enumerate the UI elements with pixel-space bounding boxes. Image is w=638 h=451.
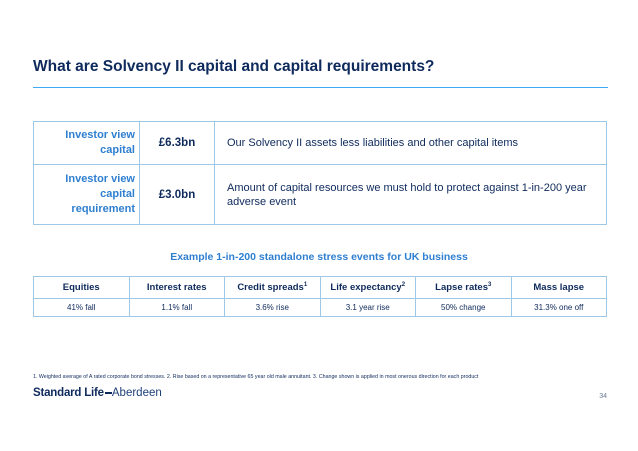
title-divider bbox=[33, 87, 608, 88]
stress-value-row bbox=[34, 299, 607, 317]
stress-header-row bbox=[34, 277, 607, 299]
capital-row-label: Investor view capital bbox=[34, 122, 140, 165]
header-text: Life expectancy bbox=[330, 282, 402, 294]
header-text: Equities bbox=[62, 282, 100, 294]
logo-mark-icon bbox=[105, 392, 112, 394]
header-footnote-ref: 3 bbox=[487, 281, 492, 288]
stress-header-cell bbox=[511, 277, 607, 299]
capital-row-value: £3.0bn bbox=[140, 165, 215, 225]
capital-table bbox=[33, 121, 607, 225]
header-text: Credit spreads bbox=[237, 282, 304, 294]
stress-events-heading: Example 1-in-200 standalone stress events for UK business bbox=[170, 251, 468, 263]
stress-value-cell: 1.1% fall bbox=[129, 299, 225, 317]
header-footnote-ref: 1 bbox=[303, 281, 308, 288]
stress-value-cell: 50% change bbox=[416, 299, 512, 317]
capital-row-description: Our Solvency II assets less liabilities and other capital items bbox=[215, 122, 607, 165]
stress-header-cell bbox=[225, 277, 321, 299]
header-text: Lapse rates bbox=[435, 282, 488, 294]
stress-header-cell bbox=[34, 277, 130, 299]
capital-row-value: £6.3bn bbox=[140, 122, 215, 165]
stress-header-cell bbox=[416, 277, 512, 299]
stress-value-cell: 3.1 year rise bbox=[320, 299, 416, 317]
stress-events-table bbox=[33, 276, 607, 317]
page-title: What are Solvency II capital and capital requirements? bbox=[33, 58, 435, 75]
stress-header-cell bbox=[129, 277, 225, 299]
header-footnote-ref: 2 bbox=[401, 281, 406, 288]
logo-text-primary: Standard Life bbox=[33, 387, 104, 399]
header-text: Mass lapse bbox=[533, 282, 585, 294]
capital-row-description: Amount of capital resources we must hold to protect against 1-in-200 year adverse event bbox=[215, 165, 607, 225]
table-row bbox=[34, 122, 607, 165]
capital-row-label: Investor view capital requirement bbox=[34, 165, 140, 225]
page-number: 34 bbox=[599, 393, 607, 400]
stress-value-cell: 41% fall bbox=[34, 299, 130, 317]
stress-value-cell: 3.6% rise bbox=[225, 299, 321, 317]
company-logo bbox=[33, 387, 162, 399]
stress-value-cell: 31.3% one off bbox=[511, 299, 607, 317]
table-row bbox=[34, 165, 607, 225]
header-text: Interest rates bbox=[146, 282, 207, 294]
logo-text-secondary: Aberdeen bbox=[111, 387, 162, 399]
footnote: 1. Weighted average of A rated corporate bond stresses. 2. Rise based on a representative 65 year old male annuitant. 3. Change shown is applied in most onerous direction for each product bbox=[33, 374, 479, 380]
stress-header-cell bbox=[320, 277, 416, 299]
